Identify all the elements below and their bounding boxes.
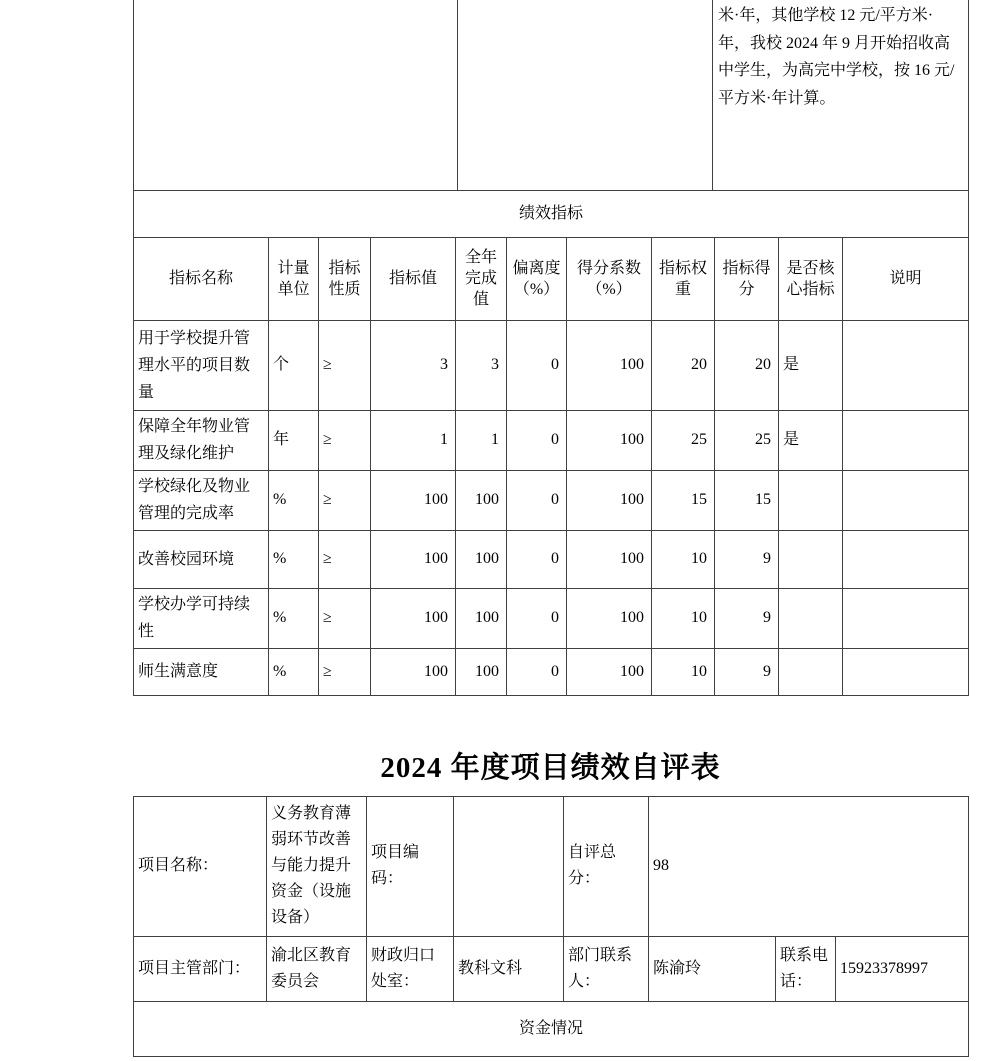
indicator-row [134,588,969,648]
cell-indicator-name: 用于学校提升管理水平的项目数量 [134,320,269,410]
cell-score: 9 [715,530,779,588]
cell-nature: ≥ [319,588,371,648]
indicator-row [134,648,969,695]
cell-is-core [779,530,843,588]
col-header-remark: 说明 [843,237,969,320]
cell-score-coefficient: 100 [567,648,652,695]
cell-annual-completed: 100 [456,588,507,648]
cell-unit: 个 [269,320,319,410]
cell-indicator-name: 学校办学可持续性 [134,588,269,648]
cell-weight: 10 [652,588,715,648]
project-code-label: 项目编码： [367,796,454,936]
contact-person-value: 陈渝玲 [649,936,776,1001]
cell-target-value: 3 [371,320,456,410]
cell-nature: ≥ [319,648,371,695]
cell-target-value: 1 [371,410,456,470]
cell-score-coefficient: 100 [567,588,652,648]
cell-weight: 15 [652,470,715,530]
project-name-label: 项目名称： [134,796,267,936]
cell-unit: % [269,530,319,588]
cell-indicator-name: 保障全年物业管理及绿化维护 [134,410,269,470]
cell-is-core: 是 [779,410,843,470]
cell-nature: ≥ [319,470,371,530]
cell-score: 15 [715,470,779,530]
project-selfeval-table [133,796,969,1057]
phone-value: 15923378997 [836,936,969,1001]
cell-is-core [779,470,843,530]
indicator-row [134,320,969,410]
cell-weight: 20 [652,320,715,410]
cell-target-value: 100 [371,470,456,530]
explanation-table-continuation [133,0,969,238]
empty-cell [134,0,458,190]
cell-unit: % [269,588,319,648]
cell-weight: 10 [652,530,715,588]
cell-indicator-name: 师生满意度 [134,648,269,695]
cell-remark [843,648,969,695]
indicator-row [134,530,969,588]
col-header-weight: 指标权重 [652,237,715,320]
cell-score: 25 [715,410,779,470]
phone-label: 联系电话： [776,936,836,1001]
col-header-deviation: 偏离度（%） [507,237,567,320]
cell-target-value: 100 [371,530,456,588]
cell-score: 9 [715,648,779,695]
cell-score-coefficient: 100 [567,530,652,588]
cell-score: 20 [715,320,779,410]
cell-target-value: 100 [371,588,456,648]
cell-deviation: 0 [507,410,567,470]
project-name-value: 义务教育薄弱环节改善与能力提升资金（设施设备） [267,796,367,936]
col-header-score: 指标得分 [715,237,779,320]
cell-deviation: 0 [507,470,567,530]
cell-annual-completed: 100 [456,530,507,588]
cell-deviation: 0 [507,648,567,695]
section-header-performance-indicators: 绩效指标 [134,190,969,237]
cell-score-coefficient: 100 [567,470,652,530]
cell-remark [843,470,969,530]
page-title: 2024 年度项目绩效自评表 [380,751,721,784]
selfeval-score-label: 自评总分： [564,796,649,936]
cell-annual-completed: 100 [456,470,507,530]
dept-label: 项目主管部门： [134,936,267,1001]
contact-person-label: 部门联系人： [564,936,649,1001]
cell-annual-completed: 100 [456,648,507,695]
col-header-nature: 指标性质 [319,237,371,320]
finance-office-label: 财政归口处室： [367,936,454,1001]
performance-indicators-table [133,237,969,696]
cell-indicator-name: 改善校园环境 [134,530,269,588]
col-header-unit: 计量单位 [269,237,319,320]
document-page [133,0,968,1057]
cell-deviation: 0 [507,588,567,648]
cell-nature: ≥ [319,320,371,410]
cell-nature: ≥ [319,530,371,588]
cell-nature: ≥ [319,410,371,470]
project-info-row [134,796,969,936]
indicator-row [134,410,969,470]
cell-unit: % [269,470,319,530]
cell-weight: 10 [652,648,715,695]
cell-score-coefficient: 100 [567,320,652,410]
cell-is-core [779,588,843,648]
col-header-target-value: 指标值 [371,237,456,320]
cell-deviation: 0 [507,320,567,410]
finance-office-value: 教科文科 [454,936,564,1001]
cell-remark [843,320,969,410]
cell-indicator-name: 学校绿化及物业管理的完成率 [134,470,269,530]
cell-is-core: 是 [779,320,843,410]
cell-annual-completed: 3 [456,320,507,410]
cell-remark [843,588,969,648]
cell-unit: 年 [269,410,319,470]
dept-value: 渝北区教育委员会 [267,936,367,1001]
funding-section-row [134,1001,969,1056]
col-header-annual-completed: 全年完成值 [456,237,507,320]
cell-is-core [779,648,843,695]
cell-target-value: 100 [371,648,456,695]
cell-score: 9 [715,588,779,648]
cell-annual-completed: 1 [456,410,507,470]
col-header-indicator-name: 指标名称 [134,237,269,320]
project-contact-row [134,936,969,1001]
project-code-value [454,796,564,936]
indicators-header-row [134,237,969,320]
empty-cell [458,0,713,190]
cell-score-coefficient: 100 [567,410,652,470]
cell-remark [843,410,969,470]
selfeval-score-value: 98 [649,796,969,936]
deviation-reason-note: 米·年，其他学校 12 元/平方米·年，我校 2024 年 9 月开始招收高中学生，为高完中学校，按 16 元/平方米·年计算。 [713,0,969,190]
col-header-score-coefficient: 得分系数（%） [567,237,652,320]
section-header-funding: 资金情况 [134,1001,969,1056]
cell-deviation: 0 [507,530,567,588]
cell-remark [843,530,969,588]
cell-weight: 25 [652,410,715,470]
col-header-is-core: 是否核心指标 [779,237,843,320]
cell-unit: % [269,648,319,695]
indicator-row [134,470,969,530]
